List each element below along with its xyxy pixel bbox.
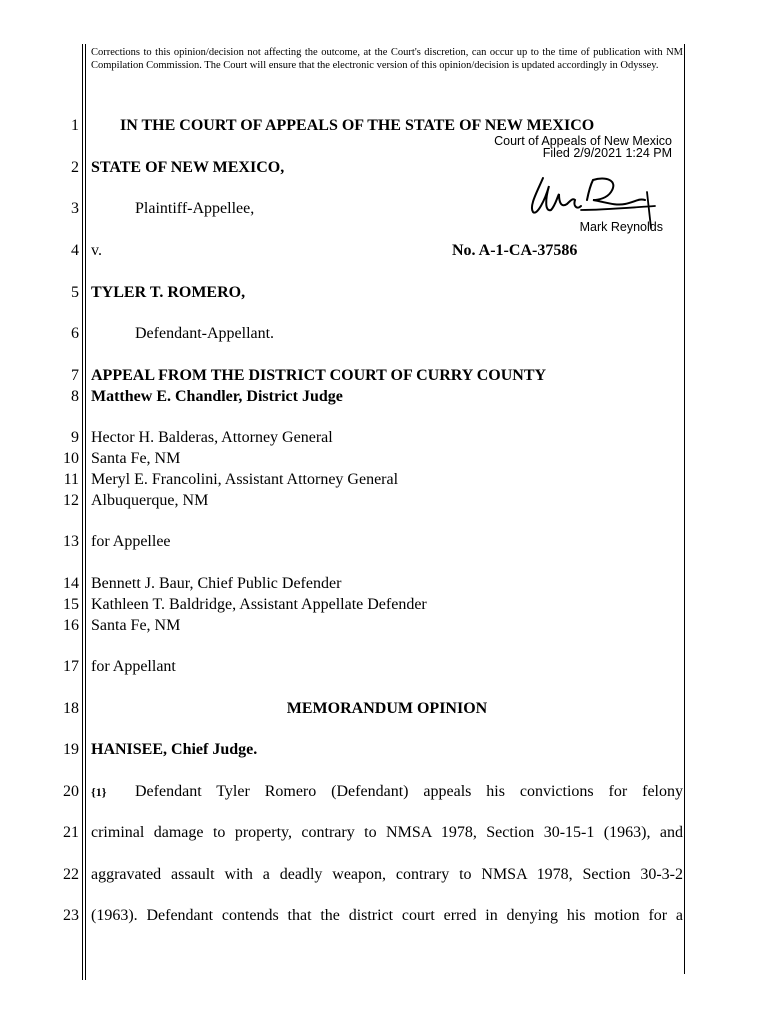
- versus: v.: [91, 242, 102, 259]
- defendant-role: Defendant-Appellant.: [135, 325, 275, 342]
- counsel-line: Santa Fe, NM: [91, 617, 181, 634]
- line-number: 2: [71, 159, 79, 176]
- body-line: Defendant Tyler Romero (Defendant) appeals his convictions for felony: [135, 783, 683, 800]
- line-number: 1: [71, 117, 79, 134]
- right-margin-rule: [684, 44, 685, 974]
- body-line: criminal damage to property, contrary to NMSA 1978, Section 30-15-1 (1963), and: [91, 824, 683, 841]
- left-margin-rule-inner: [85, 44, 86, 980]
- line-number: 12: [63, 492, 79, 509]
- counsel-line: Bennett J. Baur, Chief Public Defender: [91, 575, 342, 592]
- line-number: 13: [63, 533, 79, 550]
- body-line: aggravated assault with a deadly weapon, contrary to NMSA 1978, Section 30-3-2: [91, 866, 683, 883]
- line-number: 7: [71, 367, 79, 384]
- docket-number: No. A-1-CA-37586: [452, 242, 578, 259]
- line-number: 16: [63, 617, 79, 634]
- line-number: 23: [63, 907, 79, 924]
- body-line: (1963). Defendant contends that the district court erred in denying his motion for a: [91, 907, 683, 924]
- corrections-notice: Corrections to this opinion/decision not affecting the outcome, at the Court's discretion, can occur up to the time of publication with NM Compilation Commission. The Court will ensure that the electronic version of this opinion/decision is updated accordingly in Odyssey.: [91, 47, 683, 71]
- filed-stamp-court: Court of Appeals of New Mexico: [494, 134, 672, 148]
- for-appellant: for Appellant: [91, 658, 176, 675]
- line-number: 9: [71, 429, 79, 446]
- counsel-line: Santa Fe, NM: [91, 450, 181, 467]
- counsel-line: Meryl E. Francolini, Assistant Attorney General: [91, 471, 399, 488]
- line-number: 3: [71, 200, 79, 217]
- line-number: 6: [71, 325, 79, 342]
- filed-stamp: [460, 135, 672, 159]
- counsel-line: Hector H. Balderas, Attorney General: [91, 429, 333, 446]
- author-line: HANISEE, Chief Judge.: [91, 741, 258, 758]
- filed-stamp-date: Filed 2/9/2021 1:24 PM: [542, 146, 672, 160]
- line-number: 5: [71, 284, 79, 301]
- line-number: 19: [63, 741, 79, 758]
- line-number: 20: [63, 783, 79, 800]
- paragraph-number: [91, 782, 106, 802]
- paragraph-number-label: {1}: [91, 785, 107, 799]
- filed-stamp-signer: Mark Reynolds: [579, 220, 663, 234]
- court-header: IN THE COURT OF APPEALS OF THE STATE OF NEW MEXICO: [120, 117, 595, 134]
- opinion-title: MEMORANDUM OPINION: [286, 700, 488, 717]
- line-number: 11: [63, 471, 79, 488]
- left-margin-rule-outer: [82, 44, 83, 980]
- appeal-court: APPEAL FROM THE DISTRICT COURT OF CURRY COUNTY: [91, 367, 547, 384]
- plaintiff-role: Plaintiff-Appellee,: [135, 200, 255, 217]
- counsel-line: Kathleen T. Baldridge, Assistant Appellate Defender: [91, 596, 427, 613]
- defendant-name: TYLER T. ROMERO,: [91, 284, 246, 301]
- line-number: 15: [63, 596, 79, 613]
- line-number: 22: [63, 866, 79, 883]
- for-appellee: for Appellee: [91, 533, 171, 550]
- line-number: 17: [63, 658, 79, 675]
- line-number: 8: [71, 388, 79, 405]
- line-number: 21: [63, 824, 79, 841]
- line-number: 4: [71, 242, 79, 259]
- district-judge: Matthew E. Chandler, District Judge: [91, 388, 343, 405]
- line-number: 14: [63, 575, 79, 592]
- counsel-line: Albuquerque, NM: [91, 492, 209, 509]
- line-number: 18: [63, 700, 79, 717]
- line-number: 10: [63, 450, 79, 467]
- plaintiff-name: STATE OF NEW MEXICO,: [91, 159, 285, 176]
